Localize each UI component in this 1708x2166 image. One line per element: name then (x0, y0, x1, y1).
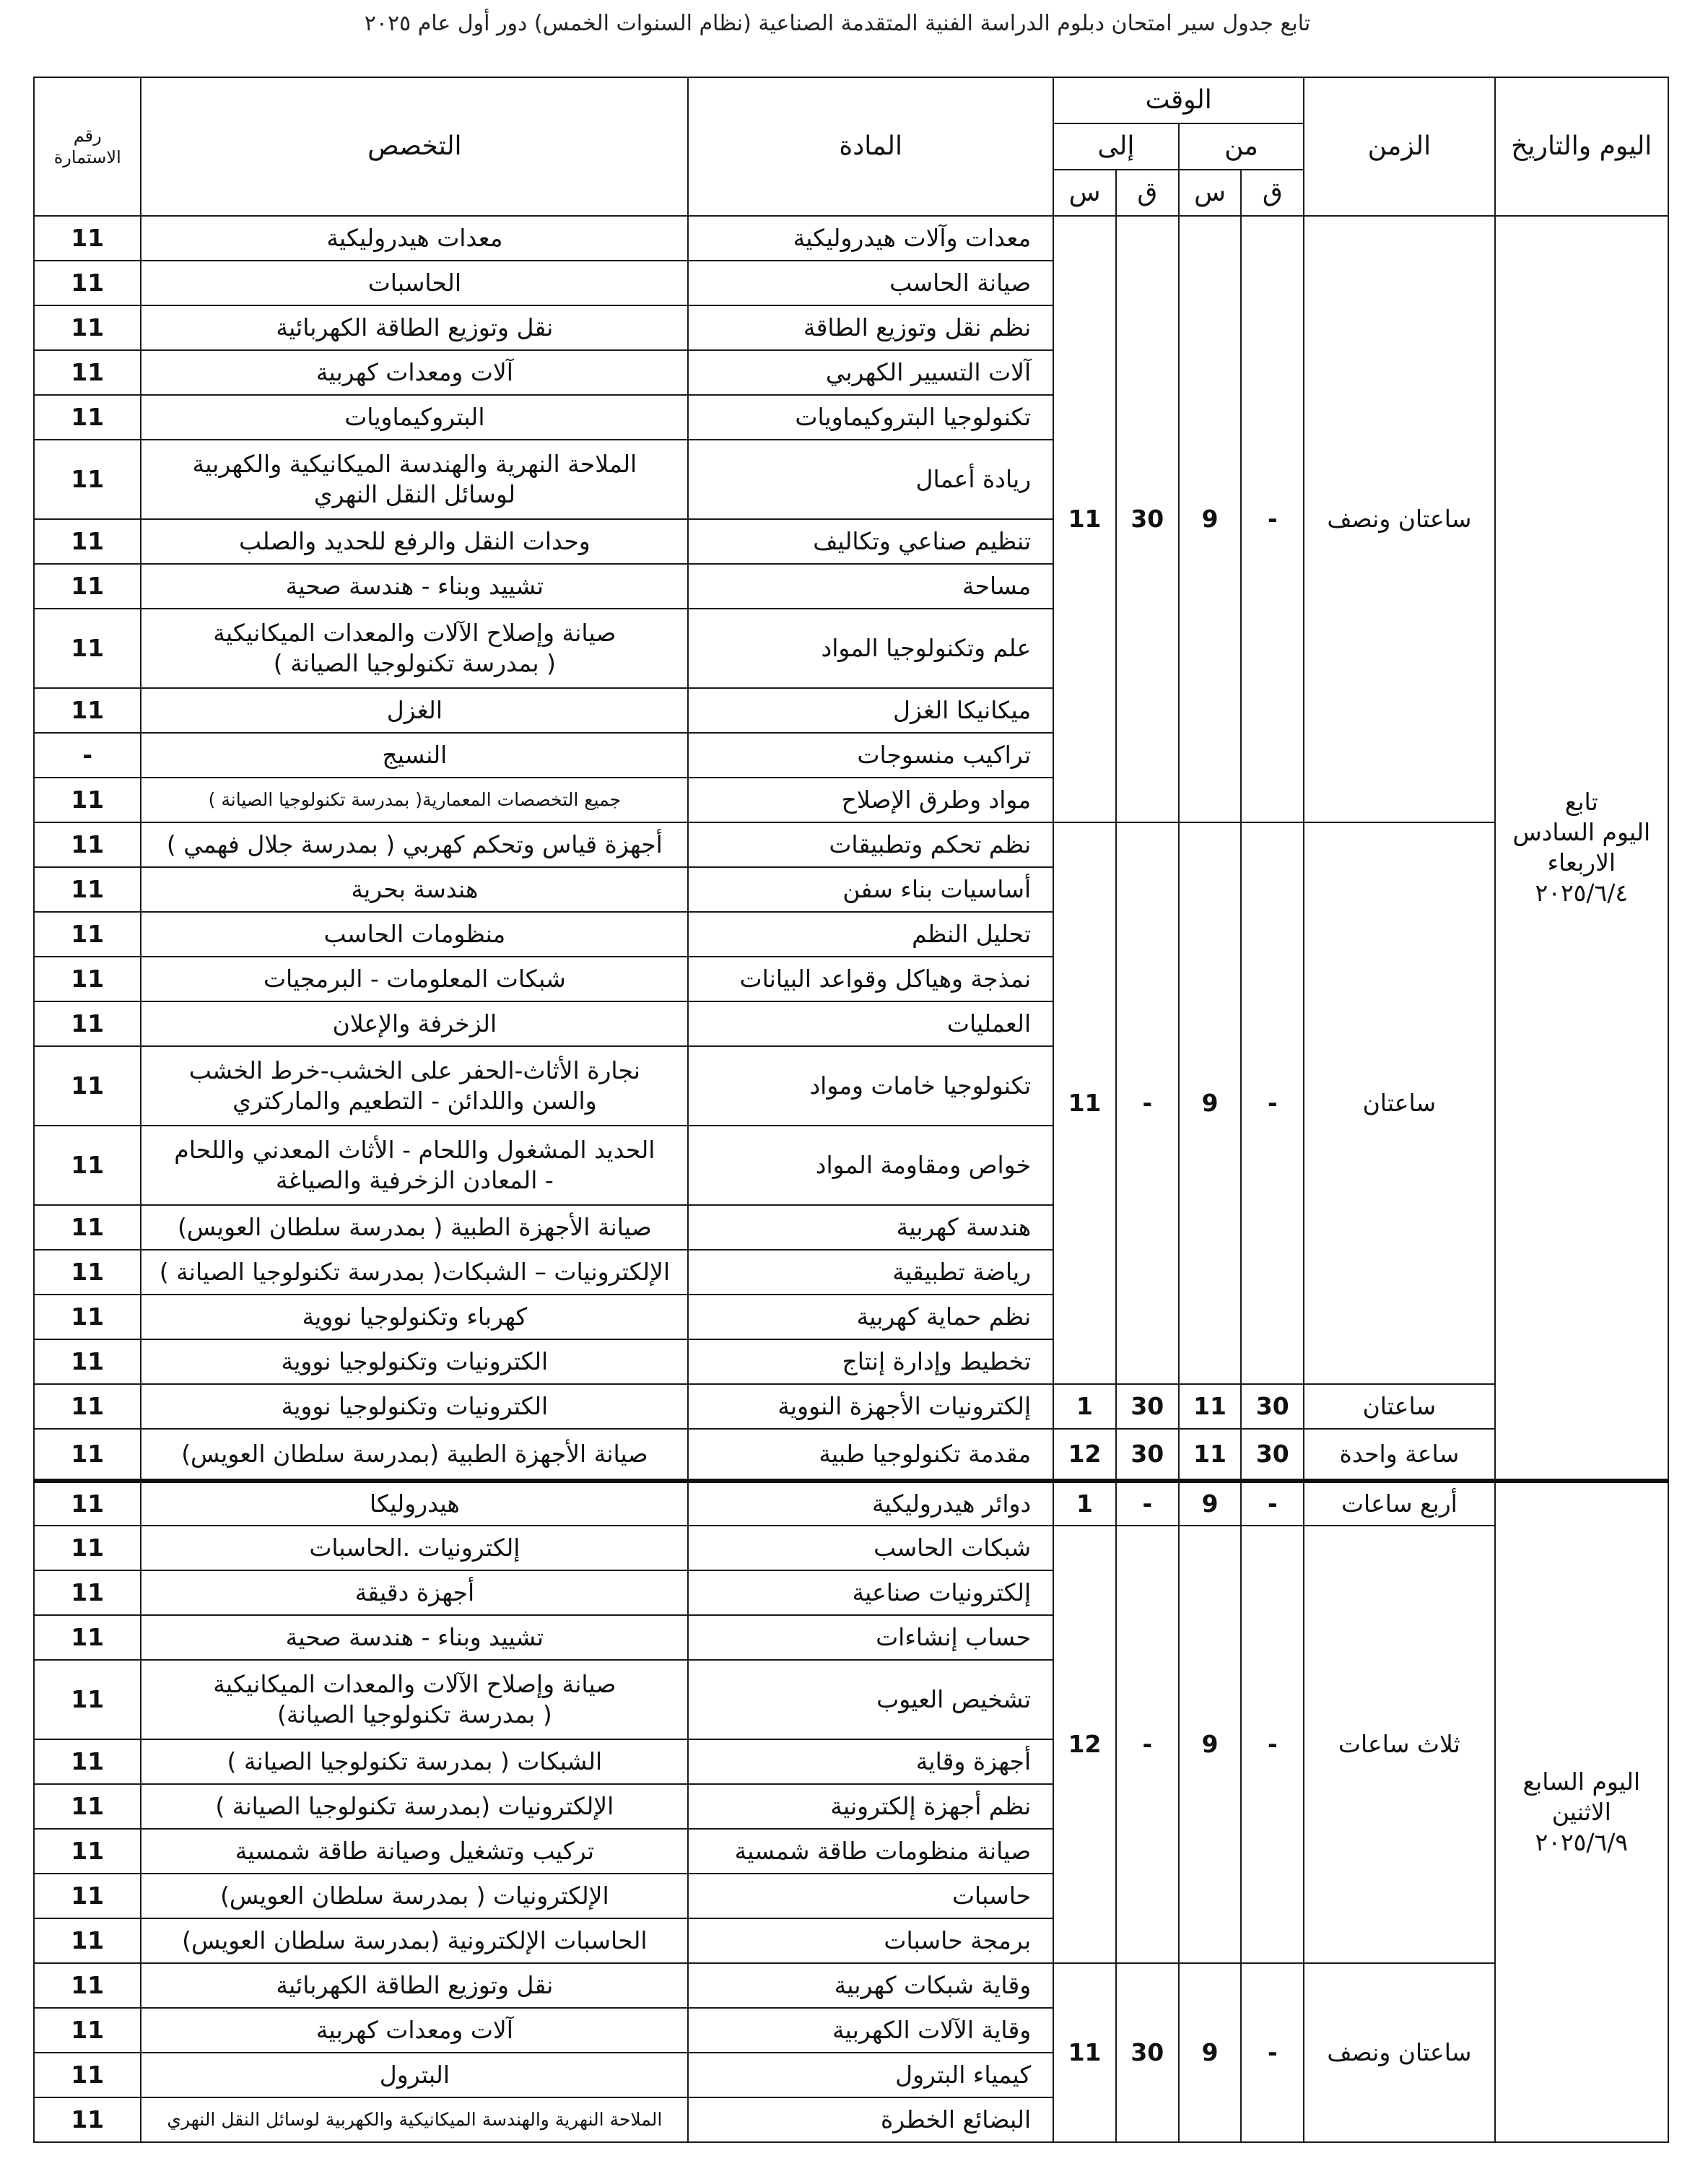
form-number-cell: 11 (34, 1384, 141, 1429)
specialization-line: لوسائل النقل النهري (313, 480, 515, 508)
specialization-cell (141, 778, 688, 822)
specialization-cell (141, 1874, 688, 1918)
form-number-cell: 11 (34, 1429, 141, 1481)
specialization-cell (141, 688, 688, 733)
form-number-cell: - (34, 733, 141, 778)
form-number-cell: 11 (34, 261, 141, 305)
day-date-line: ٢٠٢٥/٦/٤ (1535, 879, 1629, 907)
specialization-line: كهرباء وتكنولوجيا نووية (302, 1302, 528, 1331)
specialization-cell (141, 609, 688, 688)
specialization-cell (141, 1918, 688, 1963)
specialization-cell (141, 1384, 688, 1429)
subject-cell: حساب إنشاءات (688, 1615, 1053, 1660)
to-hours-cell: 11 (1053, 216, 1116, 822)
header-to-hours: س (1053, 170, 1116, 216)
specialization-cell (141, 867, 688, 912)
duration-cell: ساعة واحدة (1304, 1429, 1494, 1481)
specialization-line: الشبكات ( بمدرسة تكنولوجيا الصيانة ) (227, 1747, 603, 1775)
form-number-cell: 11 (34, 1001, 141, 1046)
specialization-line: صيانة وإصلاح الآلات والمعدات الميكانيكية (213, 1670, 616, 1698)
subject-cell: ميكانيكا الغزل (688, 688, 1053, 733)
form-number-cell: 11 (34, 1295, 141, 1339)
to-minutes-cell: 30 (1116, 216, 1179, 822)
duration-cell: ساعتان ونصف (1304, 1963, 1494, 2142)
specialization-line: البترول (379, 2061, 450, 2089)
form-number-cell: 11 (34, 519, 141, 564)
table-row (34, 1526, 1668, 1570)
specialization-cell (141, 1739, 688, 1784)
duration-cell: ثلاث ساعات (1304, 1526, 1494, 1963)
specialization-line: نجارة الأثاث-الحفر على الخشب-خرط الخشب (188, 1056, 640, 1084)
from-hours-cell: 9 (1179, 1526, 1242, 1963)
specialization-line: الغزل (386, 696, 443, 724)
to-hours-cell: 11 (1053, 1963, 1116, 2142)
subject-cell: آلات التسيير الكهربي (688, 350, 1053, 395)
specialization-line: الزخرفة والإعلان (332, 1009, 497, 1038)
specialization-cell (141, 2008, 688, 2053)
specialization-line: شبكات المعلومات - البرمجيات (263, 965, 566, 993)
specialization-line: وحدات النقل والرفع للحديد والصلب (239, 527, 591, 555)
form-number-cell: 11 (34, 1570, 141, 1615)
specialization-line: الإلكترونيات (بمدرسة تكنولوجيا الصيانة ) (215, 1792, 614, 1820)
subject-cell: تكنولوجيا البتروكيماويات (688, 395, 1053, 440)
specialization-cell (141, 2097, 688, 2142)
form-number-cell: 11 (34, 688, 141, 733)
to-minutes-cell: 30 (1116, 1429, 1179, 1481)
specialization-line: جميع التخصصات المعمارية( بمدرسة تكنولوجيا الصيانة ) (208, 789, 622, 810)
subject-cell: وقاية الآلات الكهربية (688, 2008, 1053, 2053)
subject-cell: مواد وطرق الإصلاح (688, 778, 1053, 822)
specialization-cell (141, 1481, 688, 1526)
specialization-cell (141, 1046, 688, 1126)
subject-cell: مساحة (688, 564, 1053, 609)
from-minutes-cell: - (1241, 822, 1304, 1384)
from-minutes-cell: - (1241, 1481, 1304, 1526)
from-minutes-cell: - (1241, 1526, 1304, 1963)
specialization-cell (141, 1526, 688, 1570)
specialization-cell (141, 440, 688, 519)
exam-schedule-table (33, 77, 1669, 2143)
specialization-line: الإلكترونيات – الشبكات( بمدرسة تكنولوجيا الصيانة ) (159, 1258, 671, 1286)
specialization-line: البتروكيماويات (344, 403, 485, 431)
day-date-line: الاربعاء (1547, 848, 1616, 877)
specialization-line: نقل وتوزيع الطاقة الكهربائية (276, 313, 554, 342)
table-row (34, 216, 1668, 261)
table-row (34, 822, 1668, 867)
specialization-line: معدات هيدروليكية (326, 224, 503, 252)
specialization-cell (141, 261, 688, 305)
form-number-cell: 11 (34, 1481, 141, 1526)
form-number-cell: 11 (34, 1739, 141, 1784)
specialization-line: الكترونيات وتكنولوجيا نووية (281, 1392, 549, 1420)
subject-cell: صيانة الحاسب (688, 261, 1053, 305)
subject-cell: صيانة منظومات طاقة شمسية (688, 1829, 1053, 1874)
to-hours-cell: 11 (1053, 822, 1116, 1384)
subject-cell: تحليل النظم (688, 912, 1053, 957)
form-number-cell: 11 (34, 1660, 141, 1739)
table-row (34, 1384, 1668, 1429)
specialization-cell (141, 1339, 688, 1384)
subject-cell: تنظيم صناعي وتكاليف (688, 519, 1053, 564)
specialization-cell (141, 1250, 688, 1295)
specialization-line: تشييد وبناء - هندسة صحية (285, 1623, 544, 1651)
form-number-cell: 11 (34, 1205, 141, 1250)
specialization-cell (141, 1963, 688, 2008)
specialization-line: تركيب وتشغيل وصيانة طاقة شمسية (235, 1837, 595, 1865)
table-row (34, 1963, 1668, 2008)
to-hours-cell: 1 (1053, 1384, 1116, 1429)
specialization-line: هيدروليكا (369, 1489, 460, 1518)
specialization-line: الملاحة النهرية والهندسة الميكانيكية والكهربية لوسائل النقل النهري (167, 2109, 663, 2130)
subject-cell: البضائع الخطرة (688, 2097, 1053, 2142)
specialization-cell (141, 1205, 688, 1250)
form-number-cell: 11 (34, 395, 141, 440)
form-number-cell: 11 (34, 1784, 141, 1829)
specialization-cell (141, 912, 688, 957)
specialization-cell (141, 1784, 688, 1829)
subject-cell: معدات وآلات هيدروليكية (688, 216, 1053, 261)
specialization-cell (141, 1126, 688, 1205)
form-number-cell: 11 (34, 2053, 141, 2097)
subject-cell: تخطيط وإدارة إنتاج (688, 1339, 1053, 1384)
specialization-line: أجهزة قياس وتحكم كهربي ( بمدرسة جلال فهمي ) (166, 830, 663, 858)
from-minutes-cell: 30 (1241, 1384, 1304, 1429)
form-number-cell: 11 (34, 957, 141, 1001)
from-hours-cell: 11 (1179, 1384, 1242, 1429)
specialization-line: صيانة الأجهزة الطبية (بمدرسة سلطان العويس) (181, 1440, 648, 1468)
duration-cell: ساعتان ونصف (1304, 216, 1494, 822)
form-number-cell: 11 (34, 2097, 141, 2142)
subject-cell: نظم نقل وتوزيع الطاقة (688, 305, 1053, 350)
subject-cell: هندسة كهربية (688, 1205, 1053, 1250)
specialization-line: والسن واللدائن - التطعيم والماركتري (232, 1087, 597, 1115)
specialization-cell (141, 1615, 688, 1660)
duration-cell: أربع ساعات (1304, 1481, 1494, 1526)
to-hours-cell: 1 (1053, 1481, 1116, 1526)
specialization-line: الحاسبات الإلكترونية (بمدرسة سلطان العويس) (182, 1926, 648, 1954)
specialization-line: نقل وتوزيع الطاقة الكهربائية (276, 1971, 554, 1999)
subject-cell: حاسبات (688, 1874, 1053, 1918)
specialization-line: النسيج (382, 741, 448, 769)
specialization-line: هندسة بحرية (351, 875, 479, 903)
header-from: من (1179, 123, 1304, 170)
from-minutes-cell: 30 (1241, 1429, 1304, 1481)
to-minutes-cell: - (1116, 1481, 1179, 1526)
specialization-cell (141, 957, 688, 1001)
form-number-cell: 11 (34, 1874, 141, 1918)
form-number-cell: 11 (34, 440, 141, 519)
subject-cell: مقدمة تكنولوجيا طبية (688, 1429, 1053, 1481)
form-number-cell: 11 (34, 1918, 141, 1963)
specialization-cell (141, 1429, 688, 1481)
form-number-cell: 11 (34, 822, 141, 867)
subject-cell: تراكيب منسوجات (688, 733, 1053, 778)
form-number-cell: 11 (34, 1829, 141, 1874)
from-hours-cell: 9 (1179, 216, 1242, 822)
subject-cell: وقاية شبكات كهربية (688, 1963, 1053, 2008)
specialization-cell (141, 350, 688, 395)
subject-cell: نظم أجهزة إلكترونية (688, 1784, 1053, 1829)
to-minutes-cell: 30 (1116, 1963, 1179, 2142)
form-number-cell: 11 (34, 867, 141, 912)
subject-cell: كيمياء البترول (688, 2053, 1053, 2097)
from-hours-cell: 9 (1179, 1481, 1242, 1526)
subject-cell: خواص ومقاومة المواد (688, 1126, 1053, 1205)
to-hours-cell: 12 (1053, 1526, 1116, 1963)
subject-cell: ريادة أعمال (688, 440, 1053, 519)
day-date-cell (1495, 216, 1668, 1481)
form-number-cell: 11 (34, 1526, 141, 1570)
subject-cell: نظم حماية كهربية (688, 1295, 1053, 1339)
form-number-cell: 11 (34, 1615, 141, 1660)
form-number-cell: 11 (34, 1126, 141, 1205)
form-number-cell: 11 (34, 1339, 141, 1384)
specialization-line: - المعادن الزخرفية والصياغة (275, 1166, 554, 1194)
subject-cell: دوائر هيدروليكية (688, 1481, 1053, 1526)
subject-cell: أجهزة وقاية (688, 1739, 1053, 1784)
specialization-line: آلات ومعدات كهربية (315, 358, 513, 386)
form-number-cell: 11 (34, 1963, 141, 2008)
subject-cell: تشخيص العيوب (688, 1660, 1053, 1739)
form-number-cell: 11 (34, 1046, 141, 1126)
header-duration: الزمن (1304, 77, 1494, 216)
specialization-cell (141, 519, 688, 564)
subject-cell: علم وتكنولوجيا المواد (688, 609, 1053, 688)
specialization-line: ( بمدرسة تكنولوجيا الصيانة) (276, 1700, 552, 1728)
page-title: تابع جدول سير امتحان دبلوم الدراسة الفنية المتقدمة الصناعية (نظام السنوات الخمس) دور أول عام ٢٠٢٥ (364, 11, 1311, 36)
form-number-cell: 11 (34, 912, 141, 957)
specialization-line: الإلكترونيات ( بمدرسة سلطان العويس) (220, 1882, 609, 1910)
specialization-cell (141, 1829, 688, 1874)
from-hours-cell: 9 (1179, 822, 1242, 1384)
specialization-cell (141, 305, 688, 350)
to-minutes-cell: - (1116, 822, 1179, 1384)
duration-cell: ساعتان (1304, 822, 1494, 1384)
specialization-cell (141, 822, 688, 867)
specialization-line: الكترونيات وتكنولوجيا نووية (281, 1347, 549, 1375)
day-date-line: الاثنين (1551, 1798, 1611, 1826)
form-number-cell: 11 (34, 305, 141, 350)
subject-cell: برمجة حاسبات (688, 1918, 1053, 1963)
header-from-minutes: ق (1241, 170, 1304, 216)
day-date-line: اليوم السابع (1522, 1767, 1641, 1796)
specialization-cell (141, 216, 688, 261)
specialization-cell (141, 1660, 688, 1739)
header-time: الوقت (1053, 77, 1304, 123)
day-date-cell (1495, 1481, 1668, 2142)
to-hours-cell: 12 (1053, 1429, 1116, 1481)
form-number-cell: 11 (34, 609, 141, 688)
subject-cell: نظم تحكم وتطبيقات (688, 822, 1053, 867)
header-from-hours: س (1179, 170, 1242, 216)
specialization-line: صيانة وإصلاح الآلات والمعدات الميكانيكية (213, 619, 616, 647)
specialization-line: الحديد المشغول واللحام - الأثاث المعدني واللحام (174, 1136, 655, 1164)
subject-cell: نمذجة وهياكل وقواعد البيانات (688, 957, 1053, 1001)
specialization-cell (141, 2053, 688, 2097)
header-form-no: رقم الاستمارة (34, 77, 141, 216)
specialization-cell (141, 1570, 688, 1615)
specialization-line: منظومات الحاسب (323, 920, 506, 948)
to-minutes-cell: - (1116, 1526, 1179, 1963)
header-specialization: التخصص (141, 77, 688, 216)
specialization-cell (141, 395, 688, 440)
header-day-date: اليوم والتاريخ (1495, 77, 1668, 216)
from-hours-cell: 9 (1179, 1963, 1242, 2142)
form-number-cell: 11 (34, 564, 141, 609)
form-number-cell: 11 (34, 350, 141, 395)
to-minutes-cell: 30 (1116, 1384, 1179, 1429)
specialization-cell (141, 564, 688, 609)
specialization-line: ( بمدرسة تكنولوجيا الصيانة ) (273, 649, 556, 677)
form-number-cell: 11 (34, 216, 141, 261)
subject-cell: شبكات الحاسب (688, 1526, 1053, 1570)
duration-cell: ساعتان (1304, 1384, 1494, 1429)
subject-cell: أساسيات بناء سفن (688, 867, 1053, 912)
specialization-line: إلكترونيات .الحاسبات (309, 1534, 520, 1562)
specialization-line: الملاحة النهرية والهندسة الميكانيكية والكهربية (192, 450, 637, 478)
specialization-cell (141, 1295, 688, 1339)
specialization-line: تشييد وبناء - هندسة صحية (285, 572, 544, 600)
table-row (34, 1481, 1668, 1526)
header-to-minutes: ق (1116, 170, 1179, 216)
day-date-line: اليوم السادس (1512, 818, 1651, 846)
specialization-line: أجهزة دقيقة (354, 1578, 475, 1606)
subject-cell: العمليات (688, 1001, 1053, 1046)
subject-cell: رياضة تطبيقية (688, 1250, 1053, 1295)
from-minutes-cell: - (1241, 1963, 1304, 2142)
schedule-body (34, 216, 1668, 2142)
form-number-cell: 11 (34, 778, 141, 822)
form-number-cell: 11 (34, 2008, 141, 2053)
from-hours-cell: 11 (1179, 1429, 1242, 1481)
table-row (34, 1429, 1668, 1481)
specialization-line: الحاسبات (367, 269, 462, 297)
from-minutes-cell: - (1241, 216, 1304, 822)
specialization-cell (141, 1001, 688, 1046)
specialization-line: آلات ومعدات كهربية (315, 2016, 513, 2044)
header-subject: المادة (688, 77, 1053, 216)
subject-cell: إلكترونيات صناعية (688, 1570, 1053, 1615)
day-date-line: تابع (1564, 788, 1598, 816)
subject-cell: إلكترونيات الأجهزة النووية (688, 1384, 1053, 1429)
form-number-cell: 11 (34, 1250, 141, 1295)
header-to: إلى (1053, 123, 1179, 170)
specialization-cell (141, 733, 688, 778)
specialization-line: صيانة الأجهزة الطبية ( بمدرسة سلطان العويس) (177, 1213, 652, 1241)
subject-cell: تكنولوجيا خامات ومواد (688, 1046, 1053, 1126)
day-date-line: ٢٠٢٥/٦/٩ (1535, 1828, 1629, 1856)
